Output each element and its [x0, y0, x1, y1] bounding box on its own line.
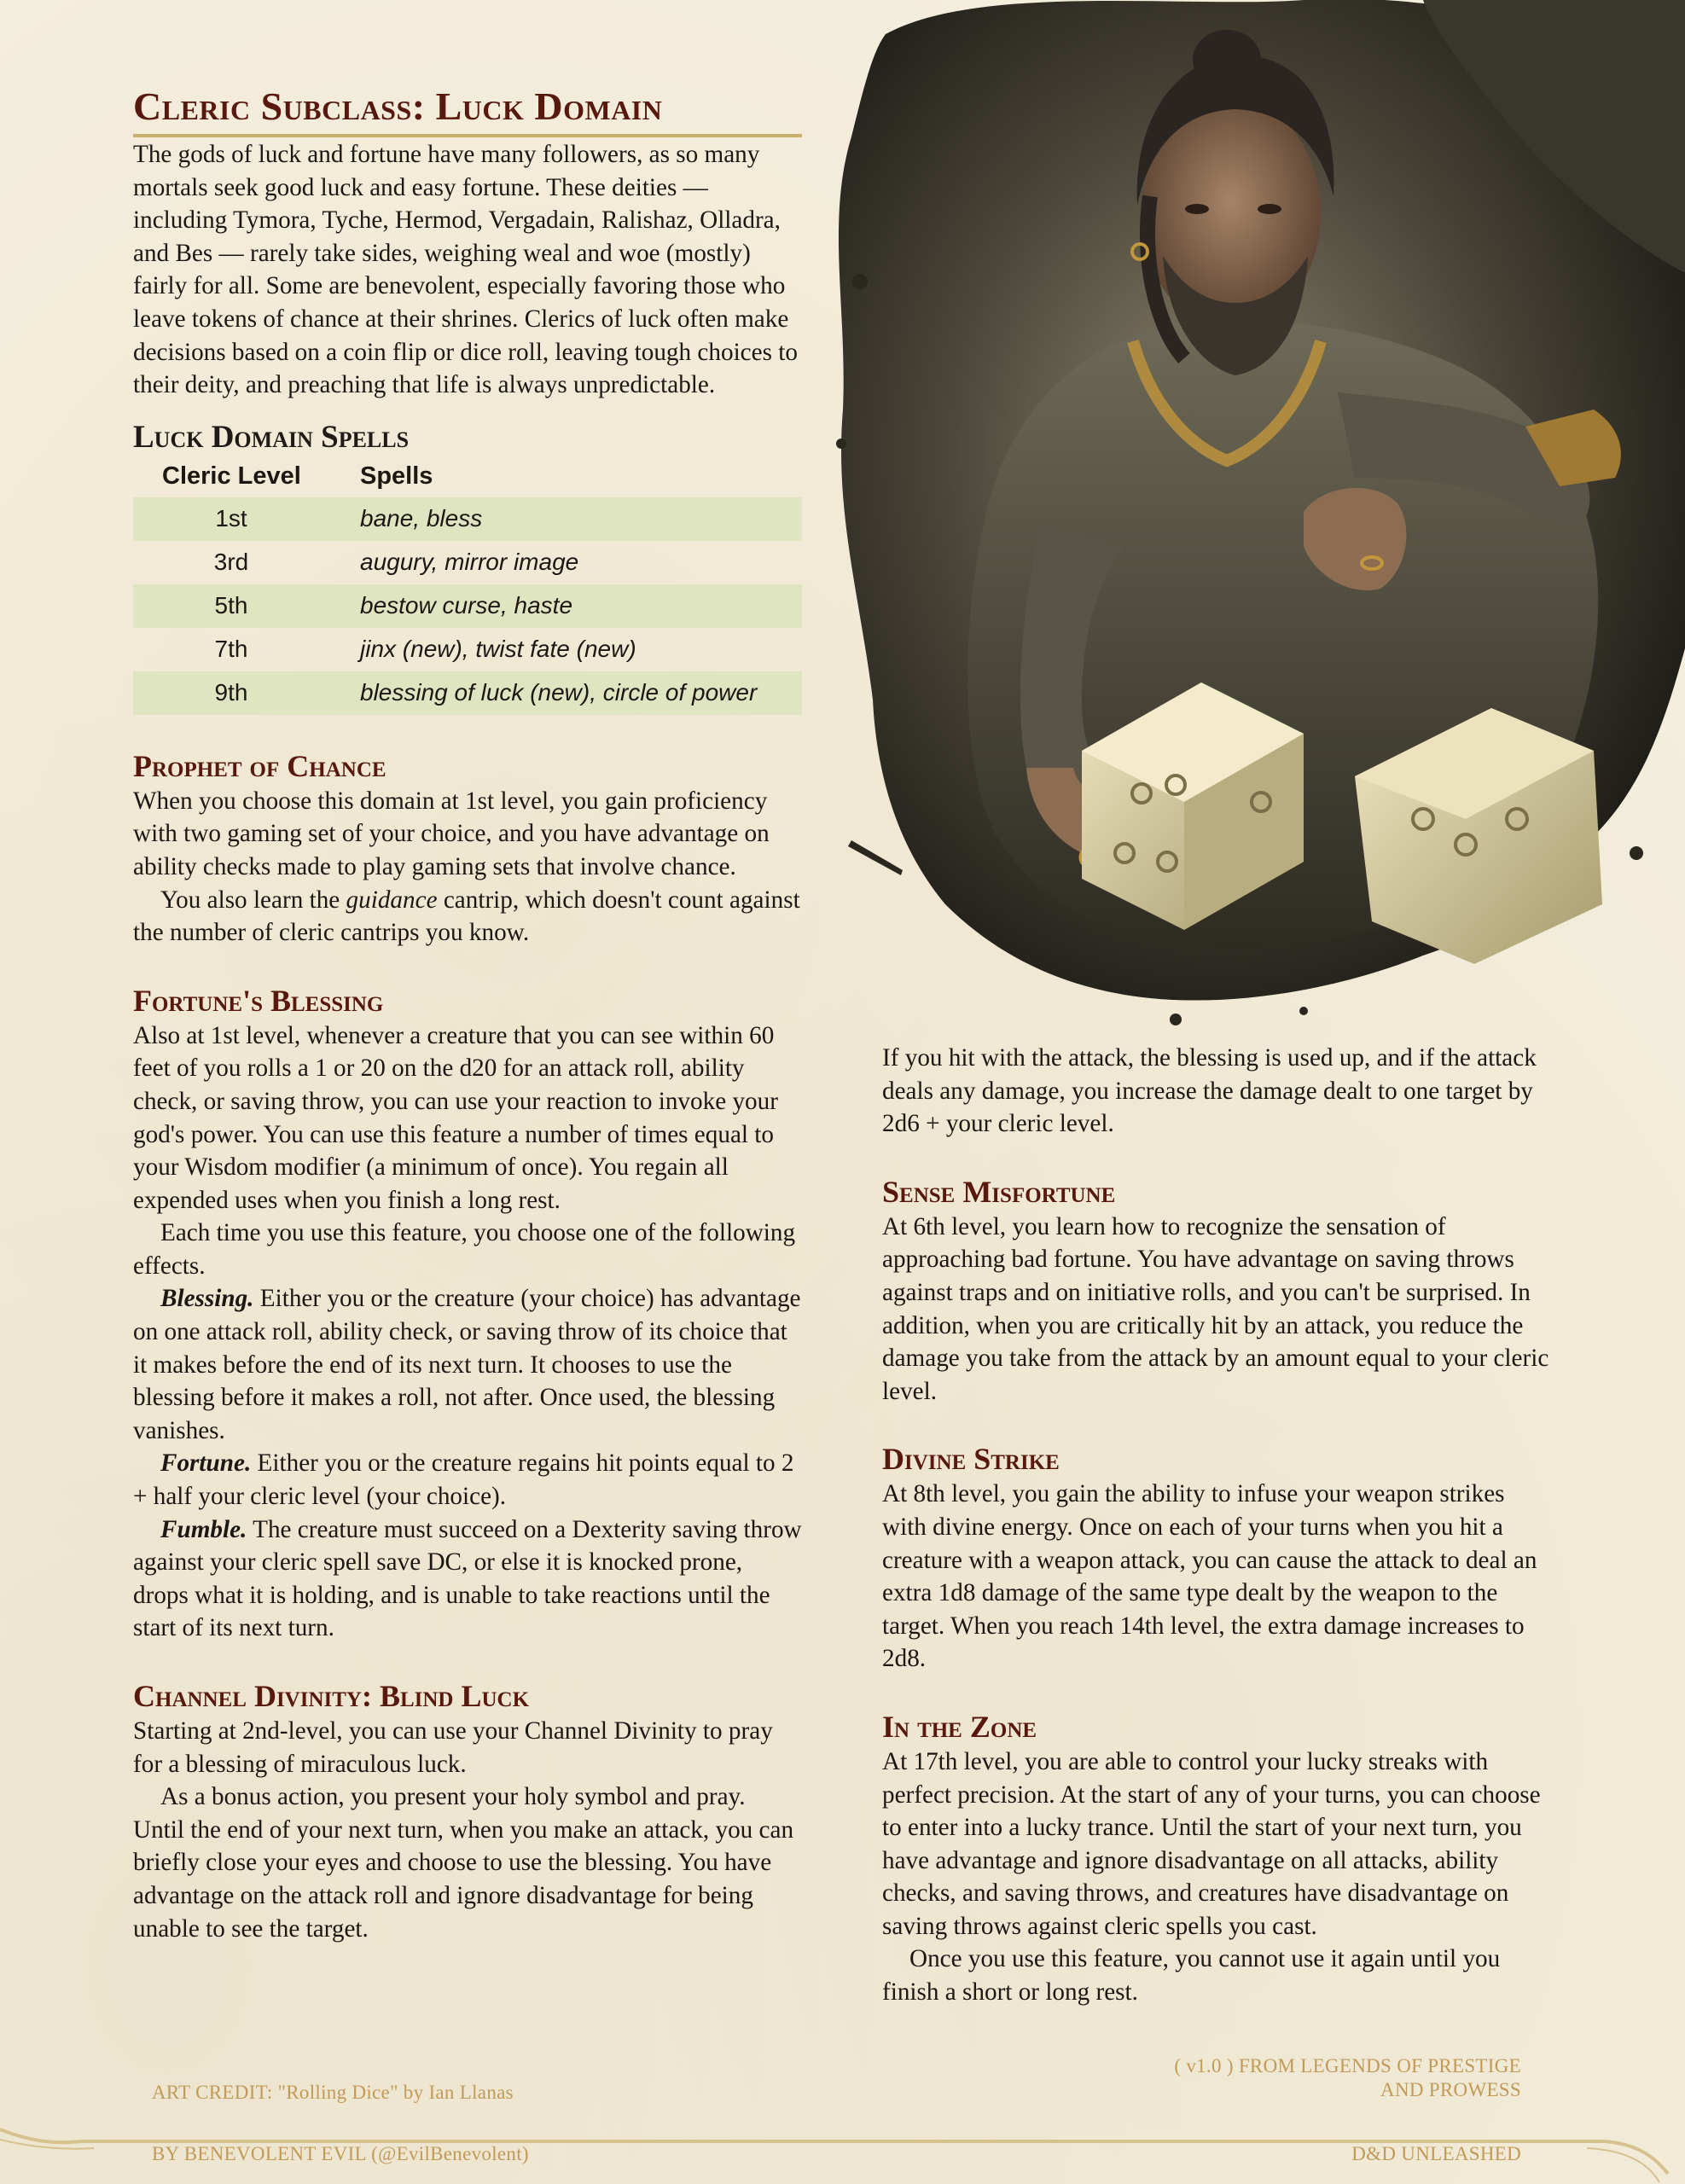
- channel-paragraph-1: Starting at 2nd-level, you can use your Channel Divinity to pray for a blessing of miraculous luck.: [133, 1717, 773, 1778]
- fumble-text: The creature must succeed on a Dexterity saving throw against your cleric spell save DC, or else it is knocked prone, drops what it is holding, and is unable to take reactions until the start of its next turn.: [133, 1515, 802, 1642]
- guidance-spell-name: guidance: [346, 886, 438, 914]
- spell-table: [133, 456, 802, 715]
- fortune-paragraph-1: Also at 1st level, whenever a creature that you can see within 60 feet of you rolls a 1 or 20 on the d20 for an attack roll, ability check, or saving throw, you can use your reaction to invoke your god's power. You can use this feature a number of times equal to your Wisdom modifier (a minimum of once). You regain all expended uses when you finish a long rest.: [133, 1021, 778, 1214]
- art-credit: ART CREDIT: "Rolling Dice" by Ian Llanas: [152, 2082, 514, 2103]
- cleric-illustration: [826, 0, 1685, 1032]
- fumble-effect: [133, 1513, 802, 1645]
- spell-list: blessing of luck (new), circle of power: [360, 671, 802, 715]
- table-row: [133, 671, 802, 715]
- prophet-text-end: cantrip, which doesn't count against the number of cleric cantrips you know.: [133, 886, 800, 947]
- fumble-label: Fumble.: [160, 1515, 247, 1543]
- channel-paragraph-3: If you hit with the attack, the blessing is used up, and if the attack deals any damage, you increase the damage dealt to one target by 2d6 + your cleric level.: [882, 1044, 1537, 1138]
- channel-heading: Channel Divinity: Blind Luck: [133, 1679, 530, 1713]
- prophet-text-start: You also learn the: [160, 886, 346, 914]
- col-header-spells: Spells: [360, 462, 433, 491]
- page-title: Cleric Subclass: Luck Domain: [133, 81, 802, 137]
- zone-paragraph-2: Once you use this feature, you cannot use it again until you finish a short or long rest.: [882, 1945, 1501, 2007]
- sense-paragraph: At 6th level, you learn how to recognize the sensation of approaching bad fortune. You have advantage on saving throws against traps and on initiative rolls, and you can't be surprised. In addition, when you are critically hit by an attack, you reduce the damage you take from the attack by an amount equal to your cleric level.: [882, 1212, 1549, 1405]
- divine-heading: Divine Strike: [882, 1442, 1060, 1477]
- right-column: [882, 1042, 1551, 2009]
- spell-level: 7th: [214, 636, 248, 663]
- prophet-heading: Prophet of Chance: [133, 748, 386, 783]
- fortune-label: Fortune.: [160, 1449, 252, 1478]
- source-line-1: ( v1.0 ) FROM LEGENDS OF PRESTIGE: [1174, 2055, 1521, 2077]
- source-line-2: AND PROWESS: [1380, 2079, 1521, 2100]
- spells-heading: Luck Domain Spells: [133, 419, 410, 455]
- brand-credit: D&D UNLEASHED: [1351, 2143, 1521, 2164]
- col-header-level: Cleric Level: [162, 462, 301, 491]
- spell-level: 3rd: [213, 549, 249, 576]
- table-row: [133, 584, 802, 628]
- spell-list: augury, mirror image: [360, 549, 579, 576]
- blessing-label: Blessing.: [160, 1285, 254, 1313]
- spell-level: 9th: [133, 671, 360, 715]
- intro-paragraph: The gods of luck and fortune have many followers, as so many mortals seek good luck and easy fortune. These deities — including Tymora, Tyche, Hermod, Vergadain, Ralishaz, Olladra, and Bes — rarely take sides, weighing weal and woe (mostly) fairly for all. Some are benevolent, especially favoring those who leave tokens of chance at their shrines. Clerics of luck often make decisions based on a coin flip or dice roll, leaving tough choices to their deity, and preaching that life is always unpredictable.: [133, 141, 798, 399]
- prophet-paragraph-1: When you choose this domain at 1st level, you gain proficiency with two gaming set of your choice, and you have advantage on ability checks made to play gaming sets that involve chance.: [133, 787, 770, 880]
- table-row: [133, 628, 802, 671]
- sense-heading: Sense Misfortune: [882, 1174, 1116, 1209]
- fortune-effect: [133, 1447, 802, 1513]
- divine-paragraph: At 8th level, you gain the ability to infuse your weapon strikes with divine energy. Once on each of your turns when you hit a creature with a weapon attack, you can cause the attack to deal an extra 1d8 damage of the same type dealt by the weapon to the target. When you reach 14th level, the extra damage increases to 2d8.: [882, 1480, 1537, 1673]
- blessing-text: Either you or the creature (your choice) has advantage on one attack roll, ability check, or saving throw of its choice that it makes before the end of its next turn. It chooses to use the blessing before it makes a roll, not after. Once used, the blessing vanishes.: [133, 1285, 801, 1444]
- spell-level: 5th: [133, 584, 360, 628]
- fortune-text: Either you or the creature regains hit points equal to 2 + half your cleric level (your choice).: [133, 1449, 794, 1511]
- table-row: [133, 541, 802, 584]
- spell-list: jinx (new), twist fate (new): [360, 636, 636, 663]
- left-column: [133, 138, 802, 1945]
- author-credit: BY BENEVOLENT EVIL (@EvilBenevolent): [152, 2143, 529, 2164]
- zone-paragraph-1: At 17th level, you are able to control your lucky streaks with perfect precision. At the start of any of your turns, you can choose to enter into a lucky trance. Until the start of your next turn, you have advantage and ignore disadvantage on all attacks, ability checks, and saving throws, and creatures have disadvantage on saving throws against cleric spells you cast.: [882, 1747, 1541, 1940]
- prophet-paragraph-2: [133, 884, 802, 950]
- spell-table-header: [133, 456, 802, 497]
- fortune-heading: Fortune's Blessing: [133, 983, 384, 1018]
- zone-heading: In the Zone: [882, 1709, 1037, 1744]
- fortune-paragraph-2: Each time you use this feature, you choose one of the following effects.: [133, 1219, 796, 1280]
- blessing-effect: [133, 1282, 802, 1447]
- channel-paragraph-2: As a bonus action, you present your holy symbol and pray. Until the end of your next turn, when you make an attack, you can briefly close your eyes and choose to use the blessing. You have advantage on the attack roll and ignore disadvantage for being unable to see the target.: [133, 1783, 794, 1943]
- spell-level: 1st: [133, 497, 360, 541]
- table-row: [133, 497, 802, 541]
- spell-list: bestow curse, haste: [360, 584, 802, 628]
- source-credit: [1174, 2054, 1521, 2102]
- spell-list: bane, bless: [360, 497, 802, 541]
